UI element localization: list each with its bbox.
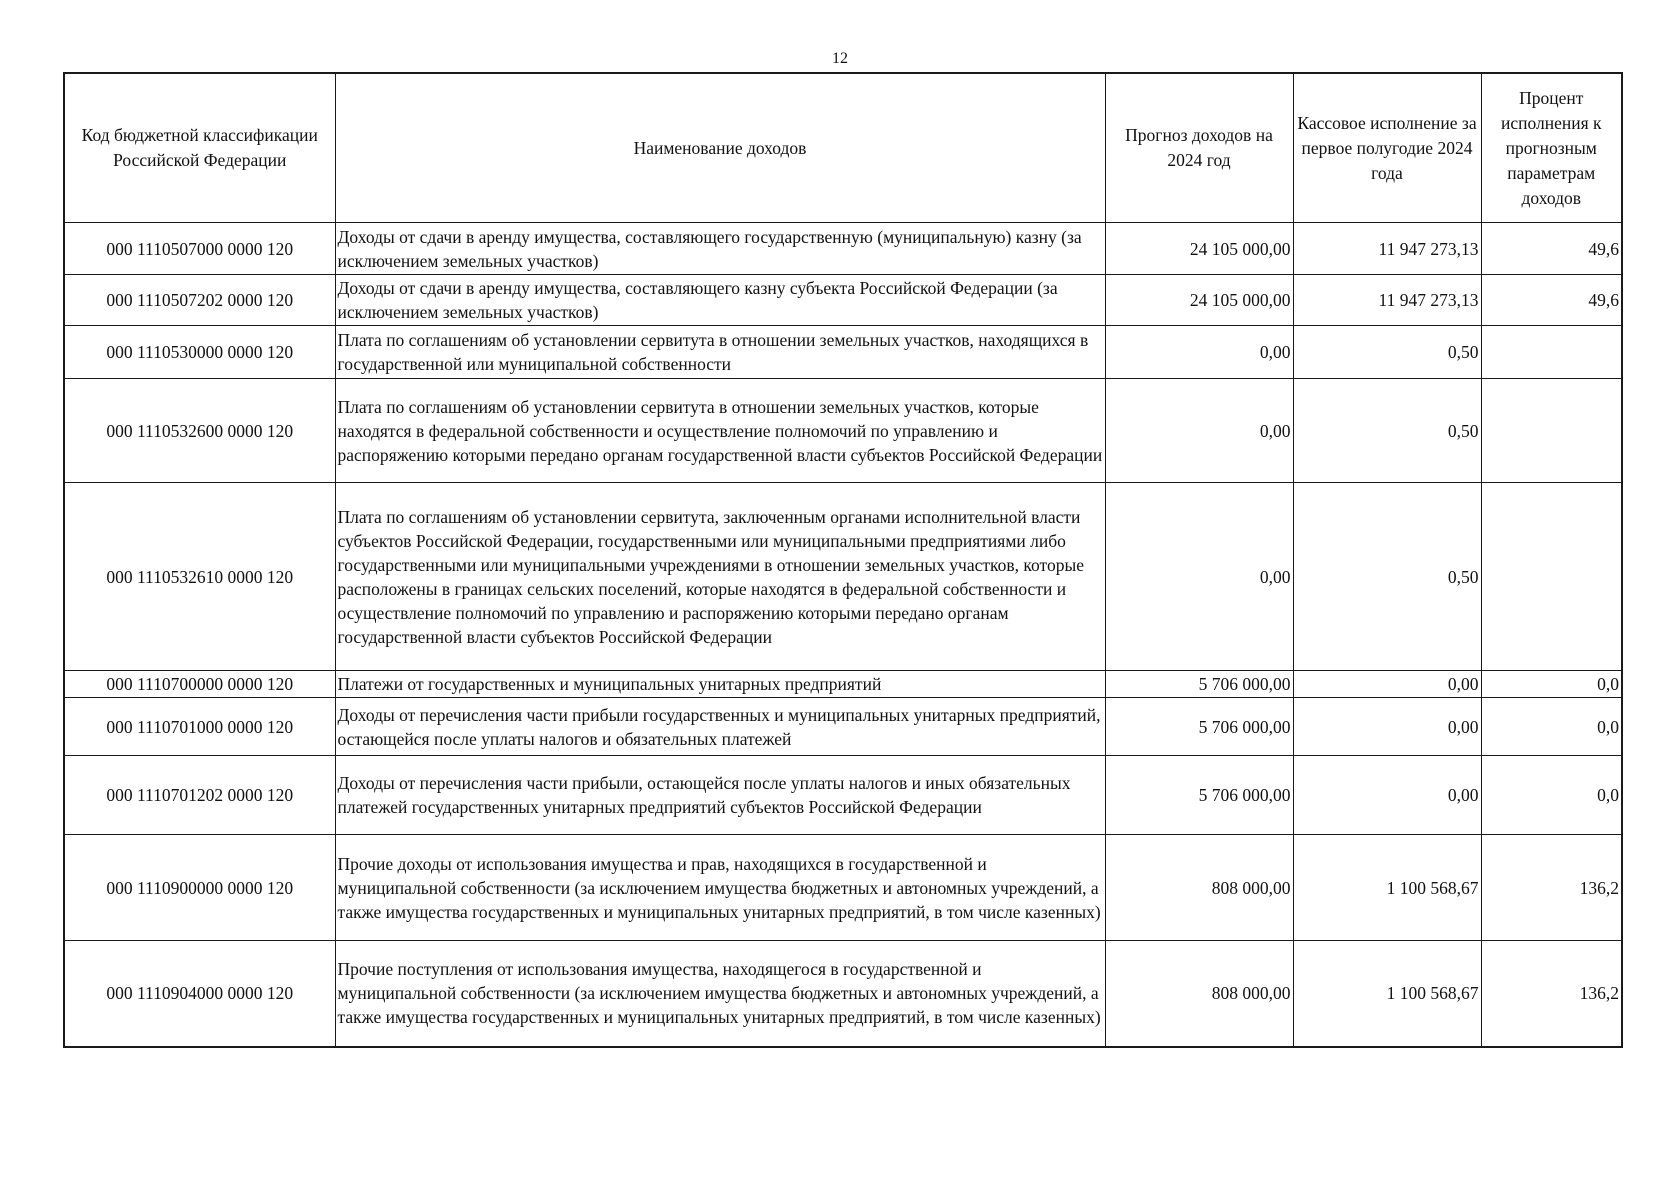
table-row	[64, 698, 1622, 756]
header-name: Наименование доходов	[335, 73, 1105, 223]
header-forecast: Прогноз доходов на 2024 год	[1105, 73, 1293, 223]
row-percent: 0,0	[1481, 671, 1622, 698]
row-forecast: 0,00	[1105, 326, 1293, 379]
row-executed: 11 947 273,13	[1293, 275, 1481, 326]
row-name: Плата по соглашениям об установлении сервитута в отношении земельных участков, находящихся в государственной или муниципальной собственности	[335, 326, 1105, 379]
table-row	[64, 835, 1622, 941]
budget-revenue-table	[63, 72, 1623, 1048]
row-executed: 0,00	[1293, 756, 1481, 835]
row-executed: 1 100 568,67	[1293, 835, 1481, 941]
row-name: Доходы от перечисления части прибыли, остающейся после уплаты налогов и иных обязательных платежей государственных унитарных предприятий субъектов Российской Федерации	[335, 756, 1105, 835]
row-executed: 0,50	[1293, 326, 1481, 379]
row-code: 000 1110701000 0000 120	[64, 698, 335, 756]
row-forecast: 0,00	[1105, 379, 1293, 483]
row-percent: 0,0	[1481, 698, 1622, 756]
row-forecast: 5 706 000,00	[1105, 671, 1293, 698]
row-percent	[1481, 326, 1622, 379]
row-forecast: 5 706 000,00	[1105, 698, 1293, 756]
row-forecast: 0,00	[1105, 483, 1293, 671]
row-name: Плата по соглашениям об установлении сервитута, заключенным органами исполнительной власти субъектов Российской Федерации, государственными или муниципальными предприятиями либо государственными или муниципальными учреждениями в отношении земельных участков, которые расположены в границах сельских поселений, которые находятся в федеральной собственности и осуществление полномочий по управлению и распоряжению которыми передано органам государственной власти субъектов Российской Федерации	[335, 483, 1105, 671]
row-percent: 0,0	[1481, 756, 1622, 835]
row-code: 000 1110532600 0000 120	[64, 379, 335, 483]
row-forecast: 24 105 000,00	[1105, 275, 1293, 326]
table-row	[64, 379, 1622, 483]
table-header-row	[64, 73, 1622, 223]
row-name: Прочие доходы от использования имущества и прав, находящихся в государственной и муниципальной собственности (за исключением имущества бюджетных и автономных учреждений, а также имущества государственных и муниципальных унитарных предприятий, в том числе казенных)	[335, 835, 1105, 941]
row-forecast: 5 706 000,00	[1105, 756, 1293, 835]
table-row	[64, 671, 1622, 698]
row-executed: 0,00	[1293, 698, 1481, 756]
table-row	[64, 326, 1622, 379]
row-code: 000 1110507000 0000 120	[64, 223, 335, 275]
header-percent: Процент исполнения к прогнозным параметрам доходов	[1481, 73, 1622, 223]
header-code: Код бюджетной классификации Российской Федерации	[64, 73, 335, 223]
row-code: 000 1110700000 0000 120	[64, 671, 335, 698]
row-name: Доходы от сдачи в аренду имущества, составляющего государственную (муниципальную) казну (за исключением земельных участков)	[335, 223, 1105, 275]
table-row	[64, 483, 1622, 671]
row-percent: 136,2	[1481, 941, 1622, 1047]
row-executed: 1 100 568,67	[1293, 941, 1481, 1047]
row-percent	[1481, 379, 1622, 483]
row-code: 000 1110532610 0000 120	[64, 483, 335, 671]
table-row	[64, 223, 1622, 275]
row-code: 000 1110507202 0000 120	[64, 275, 335, 326]
table-row	[64, 941, 1622, 1047]
row-forecast: 24 105 000,00	[1105, 223, 1293, 275]
row-name: Плата по соглашениям об установлении сервитута в отношении земельных участков, которые находятся в федеральной собственности и осуществление полномочий по управлению и распоряжению которыми передано органам государственной власти субъектов Российской Федерации	[335, 379, 1105, 483]
row-percent: 49,6	[1481, 275, 1622, 326]
row-code: 000 1110530000 0000 120	[64, 326, 335, 379]
row-percent: 136,2	[1481, 835, 1622, 941]
row-code: 000 1110701202 0000 120	[64, 756, 335, 835]
header-executed: Кассовое исполнение за первое полугодие 2024 года	[1293, 73, 1481, 223]
row-percent: 49,6	[1481, 223, 1622, 275]
row-name: Платежи от государственных и муниципальных унитарных предприятий	[335, 671, 1105, 698]
page-number: 12	[832, 50, 848, 67]
row-percent	[1481, 483, 1622, 671]
row-executed: 0,50	[1293, 483, 1481, 671]
table-row	[64, 275, 1622, 326]
row-name: Доходы от перечисления части прибыли государственных и муниципальных унитарных предприятий, остающейся после уплаты налогов и обязательных платежей	[335, 698, 1105, 756]
row-name: Доходы от сдачи в аренду имущества, составляющего казну субъекта Российской Федерации (за исключением земельных участков)	[335, 275, 1105, 326]
table-row	[64, 756, 1622, 835]
row-forecast: 808 000,00	[1105, 835, 1293, 941]
row-code: 000 1110900000 0000 120	[64, 835, 335, 941]
row-executed: 0,00	[1293, 671, 1481, 698]
row-code: 000 1110904000 0000 120	[64, 941, 335, 1047]
row-executed: 11 947 273,13	[1293, 223, 1481, 275]
row-forecast: 808 000,00	[1105, 941, 1293, 1047]
row-name: Прочие поступления от использования имущества, находящегося в государственной и муниципальной собственности (за исключением имущества бюджетных и автономных учреждений, а также имущества государственных и муниципальных унитарных предприятий, в том числе казенных)	[335, 941, 1105, 1047]
row-executed: 0,50	[1293, 379, 1481, 483]
